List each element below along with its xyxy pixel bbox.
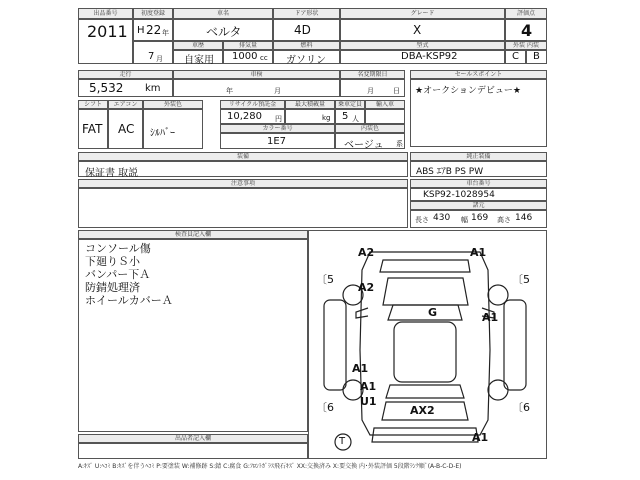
rating-cell — [505, 19, 547, 41]
car-name-value: ベルタ — [206, 25, 242, 39]
interior-value: ベージュ — [344, 140, 384, 151]
std-equipment-cell — [410, 161, 547, 177]
capacity-value: 5 — [342, 111, 349, 122]
mileage-unit: km — [145, 83, 161, 94]
car-diagram — [308, 230, 547, 459]
wheel-mark-rr: 〔6 — [512, 401, 530, 414]
wheel-front-right — [488, 285, 508, 305]
color-header: 外装色 — [143, 100, 203, 109]
rating-header: 評価点 — [505, 8, 547, 19]
wheel-mark-rl: 〔6 — [316, 401, 334, 414]
fuel-cell — [273, 50, 340, 64]
sales-point-cell — [410, 79, 547, 147]
notes-cell — [78, 188, 408, 228]
interior-grade-value: B — [533, 51, 540, 62]
reg-year-value: 22 — [146, 23, 162, 37]
displacement-cell — [223, 50, 273, 64]
color-no-value: 1E7 — [267, 136, 287, 147]
doors-header: ドア形状 — [273, 8, 340, 19]
mark-rear-bottom: A1 — [472, 431, 489, 444]
era-value: H — [137, 25, 145, 36]
front-bumper-outline — [380, 260, 470, 272]
reg-date-header: 名変期限日 — [340, 70, 405, 79]
car-name-header: 車名 — [173, 8, 273, 19]
model-value: DBA-KSP92 — [401, 51, 458, 62]
inspection-month: 月 — [274, 87, 281, 95]
inspector-header: 検査員記入欄 — [78, 230, 308, 239]
inspection-note-1: コンソール傷 — [85, 242, 151, 255]
year-value: 2011 — [87, 22, 128, 41]
length-value: 430 — [433, 213, 451, 223]
seller-header: 出品者記入欄 — [78, 434, 308, 443]
reg-month-cell — [133, 41, 173, 64]
accessories-cell — [78, 161, 408, 177]
reg-month-suffix: 月 — [156, 55, 163, 63]
notes-header: 注意事項 — [78, 179, 408, 188]
wheel-fr-value: 5 — [523, 273, 530, 286]
usage-value: 自家用 — [184, 55, 214, 66]
recycle-header: リサイクル預託金 — [220, 100, 285, 109]
displacement-header: 排気量 — [223, 41, 273, 50]
sales-point-header: セールスポイント — [410, 70, 547, 79]
interior-suffix: 系 — [396, 140, 403, 148]
grade-header: グレード — [340, 8, 505, 19]
fuel-header: 燃料 — [273, 41, 340, 50]
usage-header: 車歴 — [173, 41, 223, 50]
mark-top-left: A2 — [358, 246, 375, 259]
inspection-note-4: 防錆処理済 — [85, 281, 140, 294]
capacity-unit: 人 — [352, 115, 359, 123]
ac-header: エアコン — [108, 100, 143, 109]
reg-date-month: 月 — [367, 87, 374, 95]
chassis-cell — [410, 188, 547, 201]
width-value: 169 — [471, 213, 489, 223]
left-side-outline — [324, 300, 346, 390]
max-load-header: 最大積載量 — [285, 100, 335, 109]
inspection-cell — [173, 79, 340, 97]
model-cell — [340, 50, 505, 64]
mark-left-rear-2: A1 — [360, 380, 377, 393]
color-value: ｼﾙﾊﾞｰ — [150, 128, 175, 139]
width-label: 幅 — [461, 216, 468, 224]
color-cell — [143, 109, 203, 149]
mark-right-side: A1 — [482, 311, 499, 324]
fuel-value: ガソリン — [286, 55, 326, 66]
recycle-unit: 円 — [275, 115, 282, 123]
recycle-value: 10,280 — [227, 111, 262, 122]
mileage-cell — [78, 79, 173, 97]
ac-value: AC — [118, 122, 135, 136]
exterior-grade-cell — [505, 50, 526, 64]
rear-window-outline — [386, 385, 464, 398]
hood-outline — [383, 278, 468, 305]
ext-int-header: 外装 内装 — [505, 41, 547, 50]
color-no-header: カラー番号 — [220, 124, 335, 133]
capacity-header: 乗車定員 — [335, 100, 365, 109]
reg-date-cell — [340, 79, 405, 97]
interior-header: 内装色 — [335, 124, 405, 133]
mirror-left — [356, 308, 368, 318]
mark-roof: G — [428, 306, 438, 319]
dimensions-header: 諸元 — [410, 201, 547, 210]
reg-year-suffix: 年 — [162, 29, 169, 37]
chassis-header: 車台番号 — [410, 179, 547, 188]
inspection-note-2: 下廻りＳ小 — [85, 255, 140, 268]
max-load-cell — [285, 109, 335, 124]
wheel-rr-value: 6 — [523, 401, 530, 414]
doors-cell — [273, 19, 340, 41]
interior-cell — [335, 133, 405, 149]
interior-grade-cell — [526, 50, 547, 64]
recycle-cell — [220, 109, 285, 124]
inspection-note-3: バンパー下Ａ — [85, 268, 151, 281]
mark-hood-left: A2 — [358, 281, 375, 294]
mark-top-right: A1 — [470, 246, 487, 259]
max-load-unit: kg — [322, 114, 331, 122]
windshield-outline — [388, 305, 462, 320]
legend: A:ｷｽﾞ U:ﾍｺﾐ B:ｷｽﾞを伴うﾍｺﾐ P:要塗装 W:補修跡 S:錆 C:腐食 G:ﾌﾛﾝﾄｶﾞﾗｽ飛石ｷｽﾞ XX:交換済み X:要交換 内･外装評価 5段階ﾗﾝｸ順ﾞ(A-B-C-D-E) — [78, 463, 462, 470]
seller-cell — [78, 443, 308, 459]
height-value: 146 — [515, 213, 533, 223]
mileage-value: 5,532 — [89, 81, 124, 95]
dimensions-cell — [410, 210, 547, 228]
shift-header: シフト — [78, 100, 108, 109]
import-header: 輸入車 — [365, 100, 405, 109]
grade-cell — [340, 19, 505, 41]
roof-outline — [394, 322, 456, 382]
reg-year-header: 初度登録 — [133, 8, 173, 19]
displacement-value: 1000 — [232, 51, 258, 62]
ac-cell — [108, 109, 143, 149]
reg-date-day: 日 — [393, 87, 400, 95]
grade-value: X — [413, 23, 422, 37]
exterior-grade-value: C — [512, 51, 519, 62]
year-cell — [78, 19, 133, 64]
wheel-rl-value: 6 — [327, 401, 334, 414]
wheel-fl-value: 5 — [327, 273, 334, 286]
mark-trunk: T — [339, 436, 346, 447]
height-label: 高さ — [497, 216, 511, 224]
displacement-unit: cc — [260, 54, 268, 62]
chassis-value: KSP92-1028954 — [423, 190, 495, 200]
sales-point-value: ★オークションデビュー★ — [415, 86, 521, 96]
color-no-cell — [220, 133, 335, 149]
wheel-mark-fl: 〔5 — [316, 273, 334, 286]
inspection-year: 年 — [226, 87, 233, 95]
usage-cell — [173, 50, 223, 64]
inspection-header: 車検 — [173, 70, 340, 79]
wheel-mark-fr: 〔5 — [512, 273, 530, 286]
accessories-value: 保証書 取説 — [85, 168, 139, 179]
mark-rear-center: AX2 — [410, 404, 435, 417]
std-equipment-value: ABS ｴｱB PS PW — [416, 167, 484, 177]
shift-cell — [78, 109, 108, 149]
mark-left-rear-3: U1 — [360, 395, 377, 408]
shift-value: FAT — [82, 122, 103, 136]
model-header: 型式 — [340, 41, 505, 50]
wheel-rear-right — [488, 380, 508, 400]
doors-value: 4D — [294, 23, 311, 37]
length-label: 長さ — [415, 216, 429, 224]
capacity-cell — [335, 109, 365, 124]
accessories-header: 装備 — [78, 152, 408, 161]
rating-value: 4 — [521, 21, 533, 40]
reg-year-cell — [133, 19, 173, 41]
year-no-header: 出品番号 — [78, 8, 133, 19]
mileage-header: 走行 — [78, 70, 173, 79]
std-equipment-header: 純正装備 — [410, 152, 547, 161]
inspection-note-5: ホイールカバーＡ — [85, 294, 173, 307]
right-side-outline — [504, 300, 526, 390]
import-cell — [365, 109, 405, 124]
reg-month-value: 7 — [148, 51, 155, 62]
car-name-cell — [173, 19, 273, 41]
mark-left-rear-1: A1 — [352, 362, 369, 375]
